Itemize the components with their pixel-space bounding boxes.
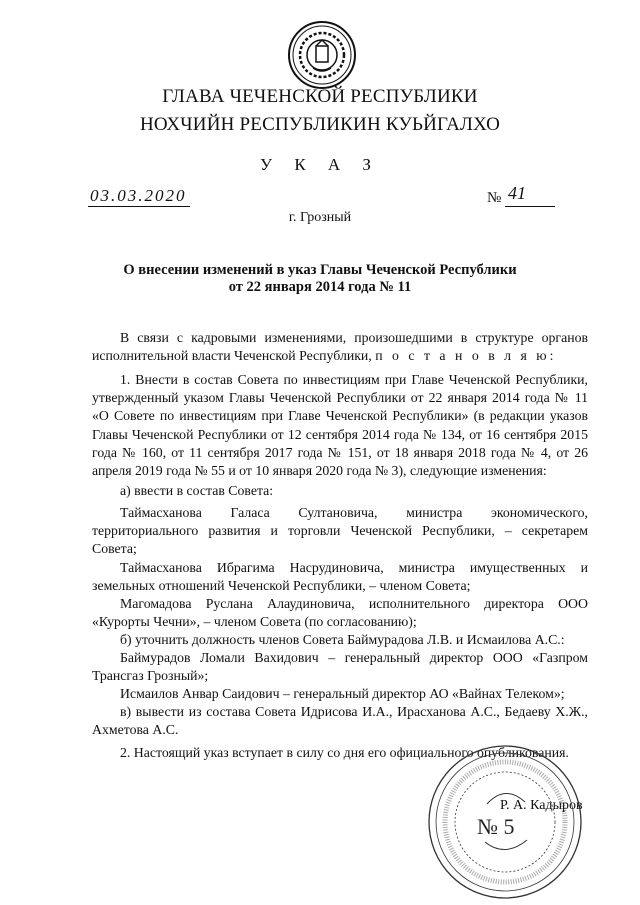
item-b-member-2: Исмаилов Анвар Саидович – генеральный директор АО «Вайнах Телеком»; [120,686,565,701]
item-c: в) вывести из состава Совета Идрисова И.А., Ирасханова А.С., Бедаеву Х.Ж., Ахметова А.С. [92,704,588,738]
title-line-1: О внесении изменений в указ Главы Чеченской Республики [123,262,517,278]
paragraph-1: 1. Внести в состав Совета по инвестициям при Главе Чеченской Республики, утвержденный указом Главы Чеченской Республики от 22 января 2014 года № 11 «О Совете по инвестициям при Главе Чеченской Республики» (в редакции указов Главы Чеченской Республики от 12 сентября 2014 года № 134, от 16 сентября 2015 года № 160, от 11 сентября 2017 года № 151, от 18 января 2018 года № 4, от 26 апреля 2019 года № 55 и от 10 января 2020 года № 3), следующие изменения: [92,372,588,479]
paragraph-2: 2. Настоящий указ вступает в силу со дня его официального опубликования. [120,745,569,760]
official-stamp [425,742,591,902]
title-line-2: от 22 января 2014 года № 11 [228,279,412,295]
intro-text: В связи с кадровыми изменениями, произошедшими в структуре органов исполнительной власти Чеченской Республики, [92,330,588,364]
city: г. Грозный [288,210,352,225]
document-number: 41 [508,183,526,203]
header-line-2: НОХЧИЙН РЕСПУБЛИКИН КУЬЙГАЛХО [139,114,501,135]
item-a-member-1: Таймасханова Галаса Султановича, министра экономического, территориального развития и торговли Чеченской Республики, – секретарем Совета; [92,505,588,557]
document-type: У К А З [260,155,380,174]
item-a: а) ввести в состав Совета: [120,483,274,498]
item-b: б) уточнить должность членов Совета Баймурадова Л.В. и Исмаилова А.С.: [120,632,565,647]
header-line-1: ГЛАВА ЧЕЧЕНСКОЙ РЕСПУБЛИКИ [162,86,478,107]
stamp-number-text: № 5 [477,814,515,839]
signatory-name: Р. А. Кадыров [500,798,583,813]
number-underline [505,206,555,207]
document-date: 03.03.2020 [90,186,187,205]
intro-paragraph [92,329,588,365]
number-sign: № [487,190,502,206]
coat-of-arms-emblem [287,20,357,90]
item-a-member-2: Таймасханова Ибрагима Насрудиновича, министра имущественных и земельных отношений Чеченской Республики, – членом Совета; [92,560,588,594]
item-a-member-3: Магомадова Руслана Алаудиновича, исполнительного директора ООО «Курорты Чечни», – членом Совета (по согласованию); [92,596,588,630]
date-underline [88,206,190,207]
item-b-member-1: Баймурадов Ломали Вахидович – генеральный директор ООО «Газпром Трансгаз Грозный»; [92,650,588,684]
intro-decree-word: п о с т а н о в л я ю: [375,348,557,364]
